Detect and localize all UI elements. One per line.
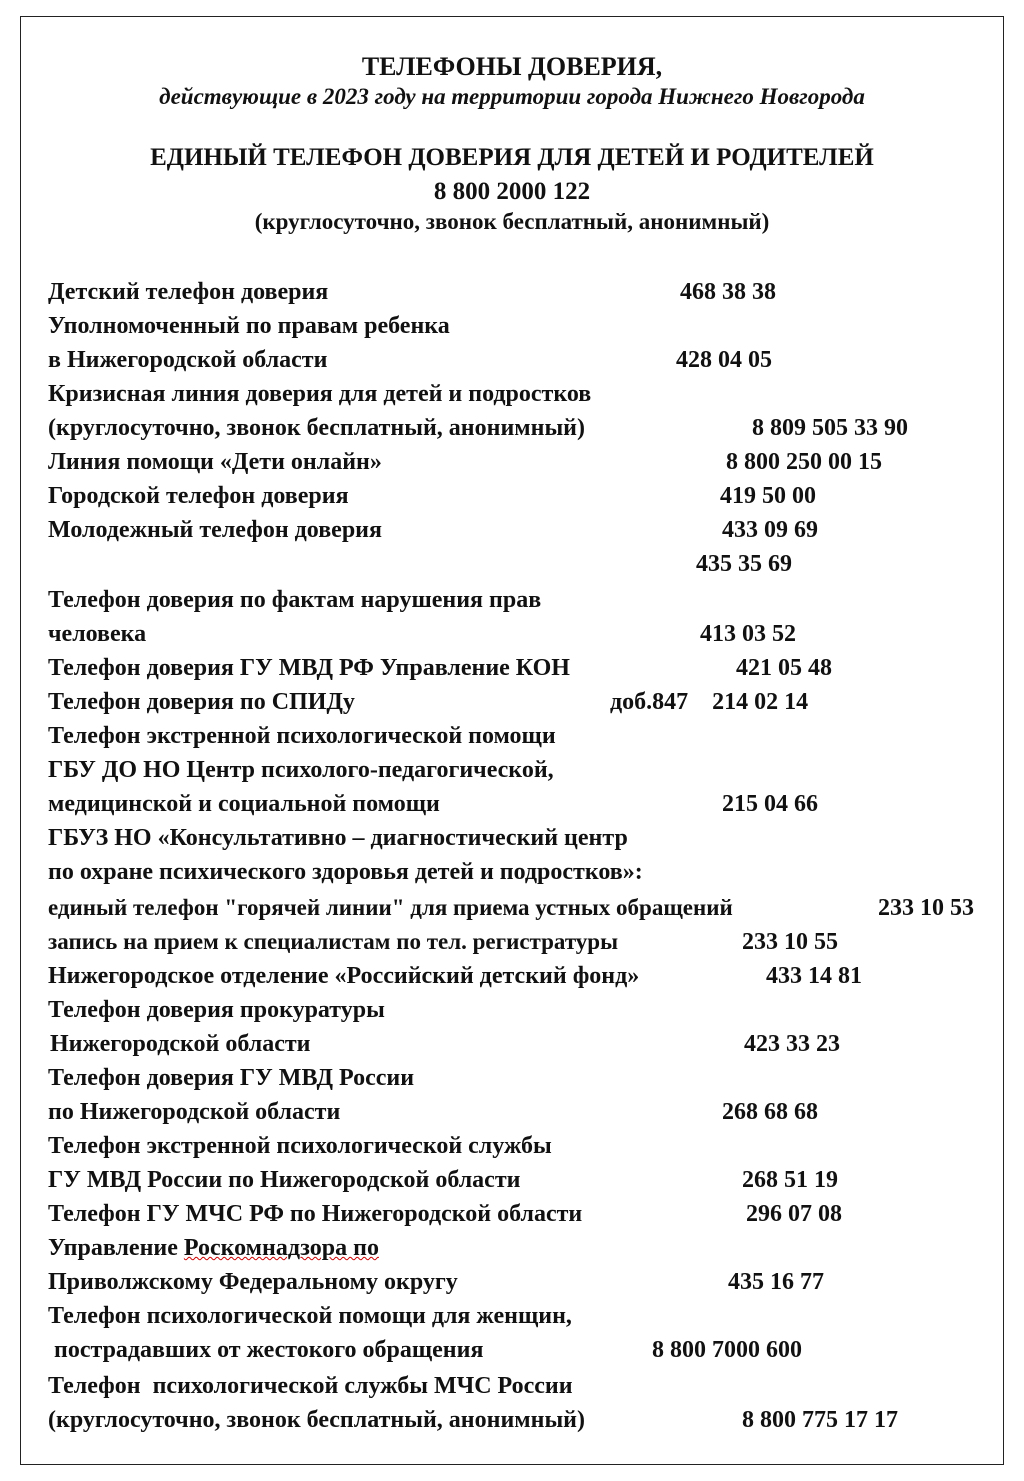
row-text: Линия помощи «Дети онлайн» <box>48 449 382 475</box>
row-number: 433 09 69 <box>722 517 818 543</box>
row-number: 413 03 52 <box>700 621 796 647</box>
row-text: Телефон психологической службы МЧС России <box>48 1373 573 1399</box>
row-number: 421 05 48 <box>736 655 832 681</box>
row-text: в Нижегородской области <box>48 347 328 373</box>
row-text: ГУ МВД России по Нижегородской области <box>48 1167 521 1193</box>
row-text: по Нижегородской области <box>48 1099 341 1125</box>
main-hotline-number: 8 800 2000 122 <box>433 178 591 205</box>
row-text: Нижегородской области <box>44 1031 311 1057</box>
row-text: Приволжскому Федеральному округу <box>48 1269 458 1295</box>
row-text: Телефон ГУ МЧС РФ по Нижегородской области <box>48 1201 583 1227</box>
row-text-part: Управление <box>48 1235 184 1261</box>
row-text: (круглосуточно, звонок бесплатный, анонимный) <box>48 1407 585 1433</box>
row-number: 435 35 69 <box>696 551 792 577</box>
row-text: Детский телефон доверия <box>48 279 329 305</box>
row-number: 428 04 05 <box>676 347 772 373</box>
row-number: 8 800 7000 600 <box>652 1337 802 1363</box>
row-text: медицинской и социальной помощи <box>48 791 440 817</box>
row-number: 233 10 53 <box>878 895 974 921</box>
row-text: (круглосуточно, звонок бесплатный, анонимный) <box>48 415 585 441</box>
row-text: Телефон экстренной психологической службы <box>48 1133 552 1159</box>
row-text: Телефон доверия прокуратуры <box>48 997 385 1023</box>
row-number: 433 14 81 <box>766 963 862 989</box>
row-number: 8 809 505 33 90 <box>752 415 908 441</box>
row-text: Телефон доверия по фактам нарушения прав <box>48 587 542 613</box>
row-text: Городской телефон доверия <box>48 483 349 509</box>
row-text: Нижегородское отделение «Российский детский фонд» <box>48 963 640 989</box>
row-text: ГБУЗ НО «Консультативно – диагностический центр <box>48 825 628 851</box>
page-subtitle: действующие в 2023 году на территории города Нижнего Новгорода <box>159 84 865 109</box>
row-text: Уполномоченный по правам ребенка <box>48 313 450 339</box>
main-hotline-title: ЕДИНЫЙ ТЕЛЕФОН ДОВЕРИЯ ДЛЯ ДЕТЕЙ И РОДИТЕЛЕЙ <box>150 144 874 171</box>
row-number: 233 10 55 <box>742 929 838 955</box>
row-text: ГБУ ДО НО Центр психолого-педагогической, <box>48 757 554 783</box>
page-title: ТЕЛЕФОНЫ ДОВЕРИЯ, <box>361 52 663 81</box>
row-number: 268 68 68 <box>722 1099 818 1125</box>
row-text: по охране психического здоровья детей и подростков»: <box>48 859 643 885</box>
row-number: доб.847 214 02 14 <box>610 689 809 715</box>
row-text: Телефон доверия ГУ МВД РФ Управление КОН <box>48 655 570 681</box>
row-number: 423 33 23 <box>744 1031 840 1057</box>
main-hotline-note: (круглосуточно, звонок бесплатный, анонимный) <box>254 209 770 234</box>
row-number: 215 04 66 <box>722 791 818 817</box>
row-text: человека <box>48 621 147 647</box>
row-number: 296 07 08 <box>746 1201 842 1227</box>
row-text <box>48 1236 379 1260</box>
row-text: пострадавших от жестокого обращения <box>48 1337 484 1363</box>
row-number: 468 38 38 <box>680 279 776 305</box>
row-text: Телефон экстренной психологической помощи <box>48 723 556 749</box>
row-text: Телефон доверия ГУ МВД России <box>48 1065 415 1091</box>
row-text: Телефон психологической помощи для женщин, <box>48 1303 572 1329</box>
row-text-part-misspelled: Роскомнадзора по <box>183 1235 379 1261</box>
row-number: 8 800 250 00 15 <box>726 449 882 475</box>
row-text: единый телефон "горячей линии" для приема устных обращений <box>48 895 733 920</box>
row-number: 419 50 00 <box>720 483 816 509</box>
row-number: 268 51 19 <box>742 1167 838 1193</box>
row-number: 8 800 775 17 17 <box>742 1407 898 1433</box>
row-text: Телефон доверия по СПИДу <box>48 689 355 715</box>
row-text: Молодежный телефон доверия <box>48 517 382 543</box>
row-text: Кризисная линия доверия для детей и подростков <box>48 381 592 407</box>
row-number: 435 16 77 <box>728 1269 824 1295</box>
row-text: запись на прием к специалистам по тел. регистратуры <box>48 929 619 954</box>
